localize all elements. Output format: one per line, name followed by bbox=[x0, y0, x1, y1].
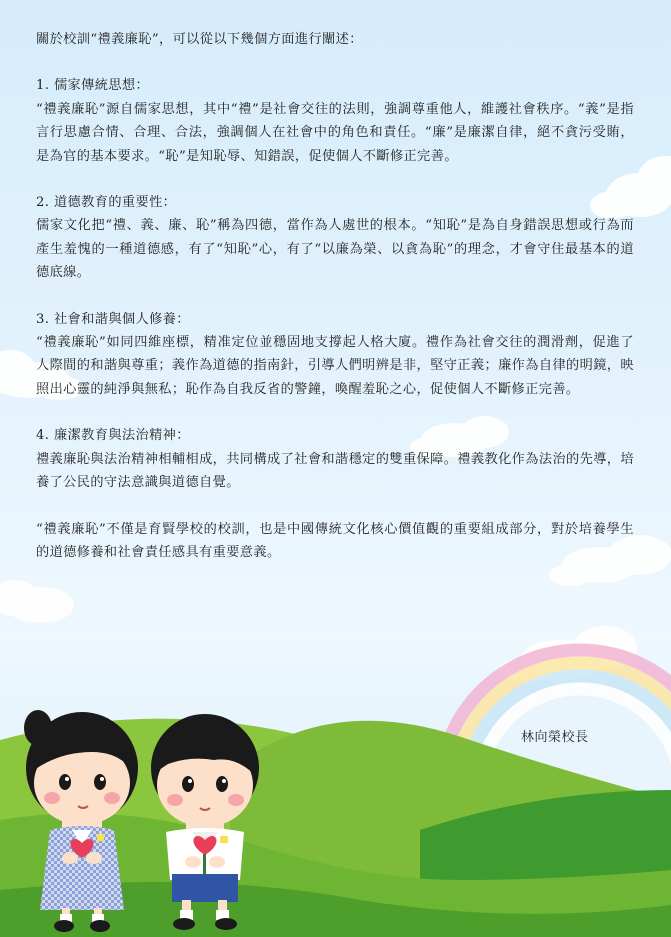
section-1-title: 1. 儒家傳統思想： bbox=[36, 78, 150, 94]
principal-signature: 林向榮校長 bbox=[521, 730, 589, 745]
section-2-body: 儒家文化把“禮、義、廉、恥”稱為四德，當作為人處世的根本。“知恥”是為自身錯誤思想或行為而產生羞愧的一種道德感，有了“知恥”心，有了“以廉為榮、以貪為恥”的理念，才會守住最基本的道德底線。 bbox=[36, 218, 634, 281]
section-2-title: 2. 道德教育的重要性： bbox=[36, 195, 177, 211]
section-4-body: 禮義廉恥與法治精神相輔相成，共同構成了社會和諧穩定的雙重保障。禮義教化作為法治的先導，培養了公民的守法意識與道德自覺。 bbox=[36, 451, 634, 491]
letter-body bbox=[36, 28, 634, 564]
cloud-icon bbox=[0, 580, 74, 623]
section-3-title: 3. 社會和諧與個人修養： bbox=[36, 311, 190, 327]
section-4-title: 4. 廉潔教育與法治精神： bbox=[36, 428, 190, 444]
section-3-body: “禮義廉恥”如同四維座標，精准定位並穩固地支撐起人格大廈。禮作為社會交往的潤滑劑，促進了人際間的和諧與尊重；義作為道德的指南針，引導人們明辨是非，堅守正義；廉作為自律的明鏡，映照出心靈的純淨與無私；恥作為自我反省的警鐘，喚醒羞恥之心，促使個人不斷修正完善。 bbox=[36, 335, 634, 397]
intro-paragraph: 關於校訓“禮義廉恥”，可以從以下幾個方面進行闡述： bbox=[36, 32, 363, 47]
closing-paragraph: “禮義廉恥”不僅是育賢學校的校訓，也是中國傳統文化核心價值觀的重要組成部分，對於培養學生的道德修養和社會責任感具有重要意義。 bbox=[36, 521, 634, 560]
section-1-body: “禮義廉恥”源自儒家思想，其中“禮”是社會交往的法則，強調尊重他人，維護社會秩序。“義”是指言行思慮合情、合理、合法，強調個人在社會中的角色和責任。“廉”是廉潔自律，絕不貪污受賄，是為官的基本要求。“恥”是知恥辱、知錯誤，促使個人不斷修正完善。 bbox=[36, 101, 634, 164]
